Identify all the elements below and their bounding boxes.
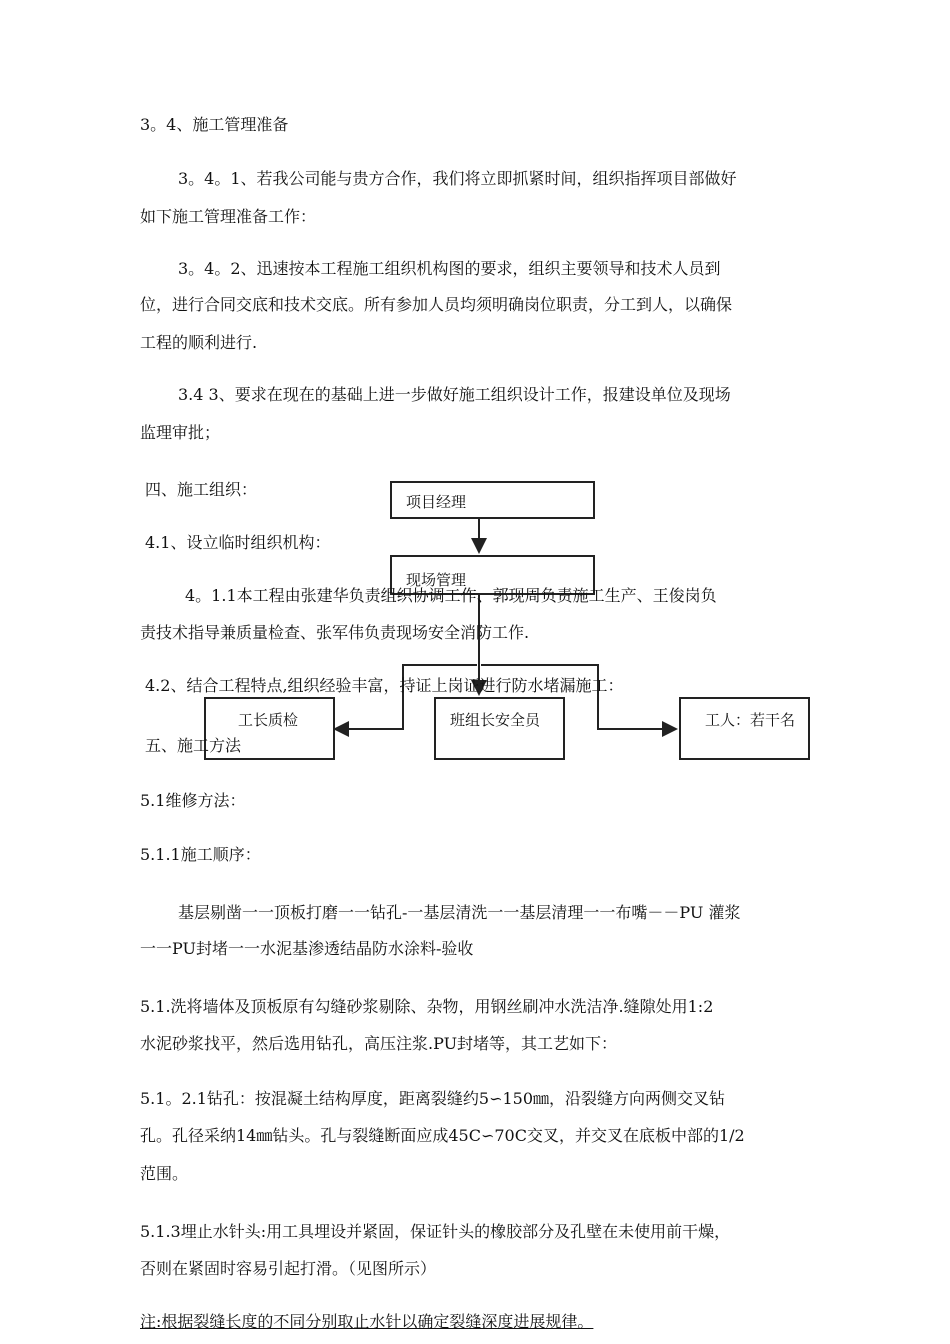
para-3-4-1: 3。4。1、若我公司能与贵方合作，我们将立即抓紧时间，组织指挥项目部做好 [178, 169, 737, 188]
org-label-manager: 项目经理 [406, 493, 467, 511]
sequence-line-2: 一一PU封堵一一水泥基渗透结晶防水涂料-验收 [140, 939, 474, 958]
para-3-4-2-cont1: 位，进行合同交底和技术交底。所有参加人员均须明确岗位职责，分工到人，以确保 [140, 295, 733, 314]
para-5-1-2-1-cont1: 孔。孔径采纳14㎜钻头。孔与裂缝断面应成45C∽70C交叉，并交叉在底板中部的1/2 [140, 1126, 745, 1145]
para-3-4-2-cont2: 工程的顺利进行. [140, 333, 258, 352]
para-5-1-2-1: 5.1。2.1钻孔：按混凝土结构厚度，距离裂缝约5∽150㎜，沿裂缝方向两侧交叉钻 [140, 1089, 726, 1108]
org-box-team-safety [434, 697, 565, 760]
para-5-1-3-cont: 否则在紧固时容易引起打滑。（见图所示） [140, 1259, 437, 1278]
para-5-1-2-cont: 水泥砂浆找平，然后选用钻孔，高压注浆.PU封堵等，其工艺如下： [140, 1034, 618, 1053]
para-4-2: 4.2、结合工程特点,组织经验丰富，持证上岗证进行防水堵漏施工： [145, 676, 624, 695]
para-3-4-1-cont: 如下施工管理准备工作： [140, 207, 317, 226]
org-label-workers: 工人：若干名 [705, 711, 796, 729]
heading-5: 五、施工方法 [145, 736, 242, 755]
heading-5-1-1: 5.1.1施工顺序： [140, 845, 261, 864]
heading-4-1: 4.1、设立临时组织机构： [145, 533, 331, 552]
para-4-1-1-cont: 责技术指导兼质量检查、张军伟负责现场安全消防工作. [140, 623, 530, 642]
para-3-4-3: 3.4 3、要求在现在的基础上进一步做好施工组织设计工作，报建设单位及现场 [178, 385, 731, 404]
para-4-1-1: 4。1.1本工程由张建华负责组织协调工作、郭现周负责施工生产、王俊岗负 [185, 586, 717, 605]
note-line: 注:根据裂缝长度的不同分别取止水针以确定裂缝深度进展规律。 [140, 1312, 594, 1331]
heading-4: 四、施工组织： [145, 480, 258, 499]
org-label-site: 现场管理 [406, 571, 467, 589]
heading-5-1: 5.1维修方法： [140, 791, 246, 810]
heading-3-4: 3。4、施工管理准备 [140, 115, 289, 134]
para-3-4-3-cont: 监理审批； [140, 423, 221, 442]
org-box-manager [390, 481, 595, 519]
org-label-team-safety: 班组长安全员 [450, 711, 541, 729]
org-label-foreman-qc: 工长质检 [238, 711, 299, 729]
para-3-4-2: 3。4。2、迅速按本工程施工组织机构图的要求，组织主要领导和技术人员到 [178, 259, 721, 278]
sequence-line-1: 基层剔凿一一顶板打磨一一钻孔-一基层清洗一一基层清理一一布嘴－－PU 灌浆 [178, 903, 741, 922]
para-5-1-3: 5.1.3埋止水针头:用工具埋设并紧固，保证针头的橡胶部分及孔壁在未使用前干燥， [140, 1222, 731, 1241]
para-5-1-2-1-cont2: 范围。 [140, 1164, 189, 1183]
para-5-1-2: 5.1.洗将墙体及顶板原有勾缝砂浆剔除、杂物，用钢丝刷冲水洗洁净.缝隙处用1:2 [140, 997, 714, 1016]
org-box-workers [679, 697, 810, 760]
